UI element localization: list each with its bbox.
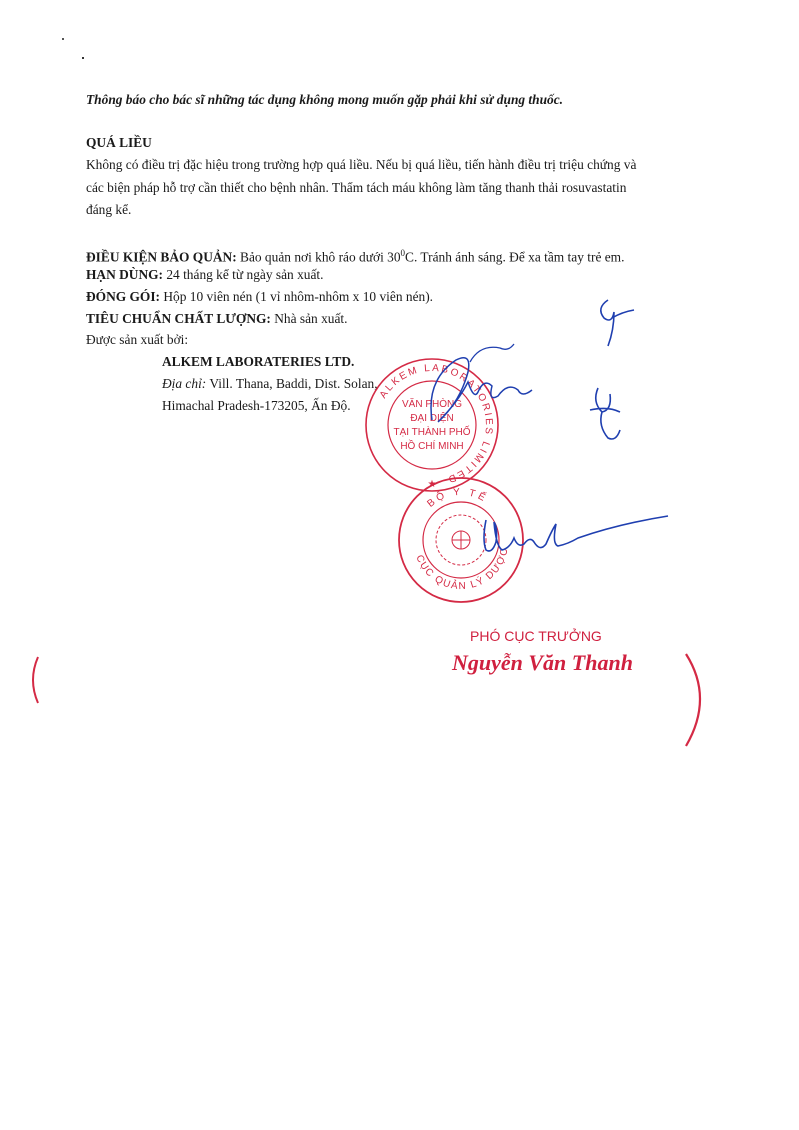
stamp-line: ĐẠI DIỆN (410, 413, 454, 424)
stamp-top-text: BỘ Y TẾ (425, 486, 490, 510)
scan-speck (82, 57, 84, 59)
packaging (86, 287, 433, 307)
stamp-line: TẠI THÀNH PHỐ (393, 427, 471, 438)
quality-standard-text: Nhà sản xuất. (270, 311, 348, 326)
stamp-line: HỒ CHÍ MINH (400, 441, 464, 452)
adverse-effects-notice: Thông báo cho bác sĩ những tác dụng không mong muốn gặp phải khi sử dụng thuốc. (86, 92, 564, 107)
overdose-heading: QUÁ LIỀU (86, 135, 152, 150)
overdose-text-line: các biện pháp hỗ trợ cần thiết cho bệnh nhân. Thẩm tách máu không làm tăng thanh thải rosuvastatin (86, 180, 627, 195)
storage-conditions (86, 243, 624, 267)
shelf-life (86, 265, 323, 285)
address-label: Địa chỉ: (162, 376, 207, 391)
address-line: Vill. Thana, Baddi, Dist. Solan, (206, 376, 378, 391)
shelf-life-text: 24 tháng kể từ ngày sản xuất. (163, 267, 324, 282)
stamp-ring-textpath: ALKEM LABORATORIES LIMITED (377, 362, 495, 485)
quality-standard-label: TIÊU CHUẨN CHẤT LƯỢNG: (86, 311, 271, 326)
scan-speck (62, 38, 64, 40)
ministry-stamp (396, 470, 526, 610)
overdose-text-line: Không có điều trị đặc hiệu trong trường hợp quá liều. Nếu bị quá liều, tiến hành điều trị triệu chứng và (86, 157, 637, 172)
packaging-text: Hộp 10 viên nén (1 vỉ nhôm-nhôm x 10 viên nén). (160, 289, 434, 304)
partial-stamp-right-edge (680, 650, 710, 750)
signatory-title: PHÓ CỤC TRƯỞNG (470, 628, 602, 644)
shelf-life-label: HẠN DÙNG: (86, 267, 163, 282)
manufacturer-name: ALKEM LABORATERIES LTD. (162, 354, 355, 369)
stamp-line: VĂN PHÒNG (401, 399, 463, 410)
packaging-label: ĐÓNG GÓI: (86, 289, 161, 304)
quality-standard (86, 309, 348, 329)
stamp-star: ★ (427, 479, 437, 490)
storage-label: ĐIỀU KIỆN BẢO QUẢN: (86, 249, 237, 265)
storage-text: Bảo quản nơi khô ráo dưới 30 (236, 249, 401, 265)
degree-superscript: 0 (400, 248, 406, 258)
storage-text-end: C. Tránh ánh sáng. Để xa tầm tay trẻ em. (405, 249, 625, 265)
manufacturer-address-line2: Himachal Pradesh-173205, Ấn Độ. (162, 398, 351, 413)
manufacturer-address (162, 374, 378, 394)
overdose-text-line: đáng kể. (86, 202, 132, 217)
signatory-name: Nguyễn Văn Thanh (452, 650, 633, 675)
svg-text:BỘ Y TẾ (425, 487, 490, 510)
stamp-bottom-text: CỤC QUẢN LÝ DƯỢC (413, 546, 511, 593)
manufacturer-intro: Được sản xuất bởi: (86, 332, 189, 347)
partial-stamp-left-edge (28, 655, 42, 705)
